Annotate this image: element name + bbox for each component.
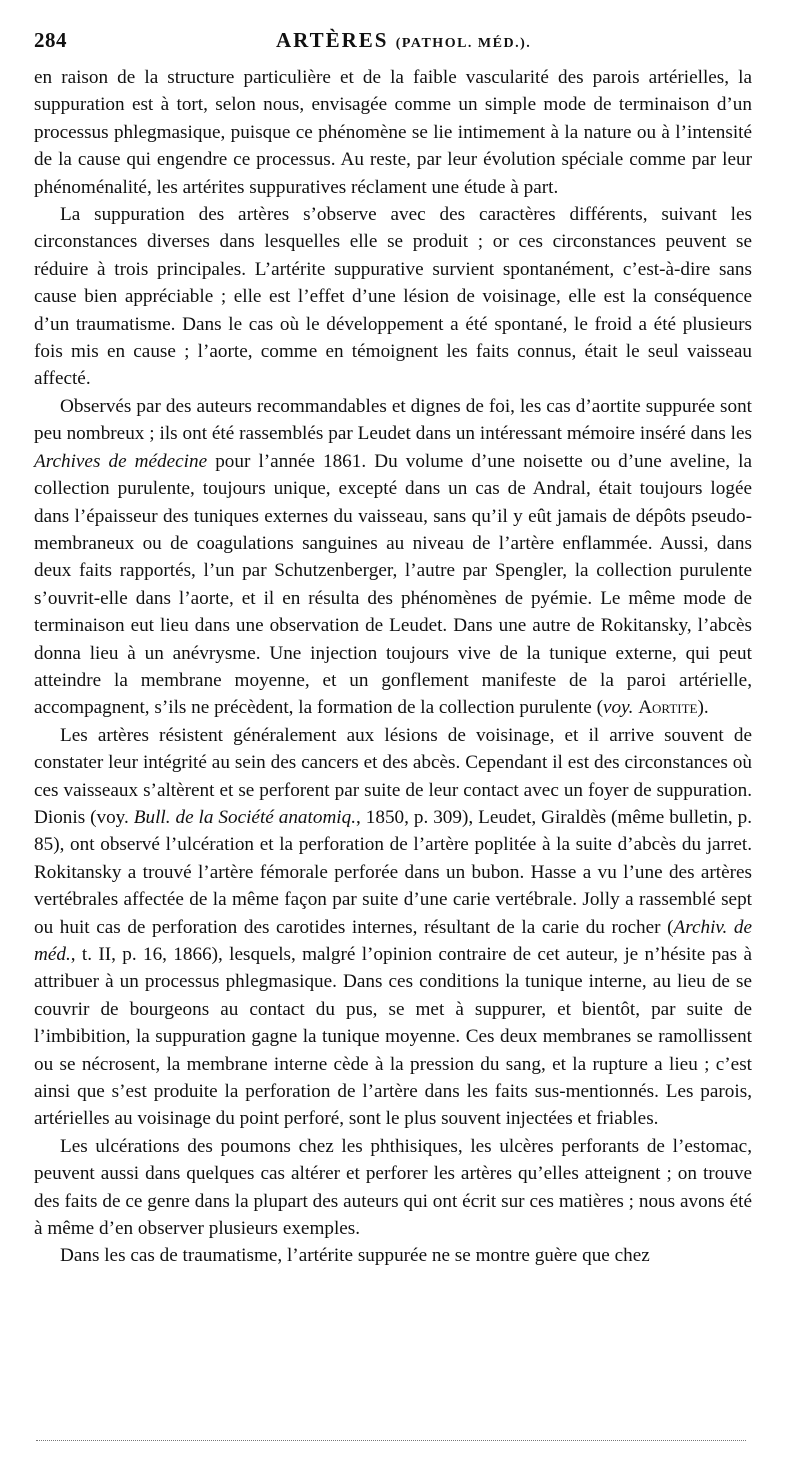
journal-title-archiv: Archiv. de méd. <box>34 916 752 965</box>
paragraph-5: Les ulcérations des poumons chez les phthisiques, les ulcères perforants de l’estomac, peuvent aussi dans quelques cas altérer et perforer les artères qu’elles atteignent ; on trouve des faits de ce genre dans la plupart des auteurs qui ont écrit sur ces matières ; nous avons été à même d’en observer plusieurs exemples. <box>34 1135 752 1240</box>
paragraph-3-end: ). <box>697 697 709 719</box>
cross-reference-voy: voy. <box>603 697 634 719</box>
paragraph-4 <box>34 722 752 1133</box>
journal-title-archives: Archives de médecine <box>34 450 208 472</box>
journal-title-bulletin: Bull. de la Société anatomiq. <box>133 806 357 828</box>
paragraph-3-text-a: Observés par des auteurs recommandables et dignes de foi, les cas d’aortite suppurée sont peu nombreux ; ils ont été rassemblés par Leudet dans un intéressant mémoire inséré dans les <box>34 395 752 445</box>
page-number: 284 <box>34 28 67 52</box>
paragraph-3 <box>34 393 752 722</box>
body-text <box>34 64 752 1270</box>
running-subtitle: (PATHOL. MÉD.). <box>395 36 532 51</box>
paragraph-4-text-e: , t. II, p. 16, 1866), lesquels, malgré l’opinion contraire de cet auteur, je n’hésite pas à attribuer à un processus phlegmasique. Dans ces conditions la tunique interne, au lieu de se couvrir de bourgeons au contact du pus, se met à suppurer, et bientôt, par suite de l’imbibition, la suppuration gagne la tunique moyenne. Ces deux membranes se ramollissent ou se nécrosent, la membrane interne cède à la pression du sang, et la rupture a lieu ; c’est ainsi que s’est produite la perforation de l’artère dans les faits sus-mentionnés. Les parois, artérielles au voisinage du point perforé, sont le plus souvent injectées et friables. <box>34 944 752 1130</box>
running-title: ARTÈRES <box>276 28 389 52</box>
paragraph-4-text-c: , 1850, p. 309), Leudet, Giraldès (même bulletin, p. 85), ont observé l’ulcération et la perforation de l’artère poplitée à la suite d’abcès du jarret. Rokitansky a trouvé l’artère fémorale perforée dans un bubon. Hasse a vu l’une des artères vertébrales affectée de la même façon par suite d’une carie vertébrale. Jolly a rassemblé sept ou huit cas de perforation des carotides internes, résultant de la carie du rocher ( <box>34 806 752 938</box>
paragraph-4-text-a: Les artères résistent généralement aux lésions de voisinage, et il arrive souvent de constater leur intégrité au sein des cancers et des abcès. Cependant il est des circonstances où ces vaisseaux s’altèrent et se perforent par suite de leur contact avec un foyer de suppuration. Dionis (voy. <box>34 724 752 828</box>
paragraph-6: Dans les cas de traumatisme, l’artérite suppurée ne se montre guère que chez <box>60 1245 650 1267</box>
footer-dotted-rule <box>36 1440 746 1441</box>
paragraph-2: La suppuration des artères s’observe avec des caractères différents, suivant les circonstances diverses dans lesquelles elle se produit ; or ces circonstances peuvent se réduire à trois principales. L’artérite suppurative survient spontanément, c’est-à-dire sans cause bien appréciable ; elle est l’effet d’une lésion de voisinage, elle est la conséquence d’un traumatisme. Dans le cas où le développement a été spontané, le froid a été plusieurs fois mis en cause ; l’aorte, comme en témoignent les faits connus, était le seul vaisseau affecté. <box>34 204 752 390</box>
cross-reference-aortite: Aortite <box>638 697 698 719</box>
page-header <box>34 28 754 58</box>
paragraph-3-text-c: pour l’année 1861. Du volume d’une noisette ou d’une aveline, la collection purulente, toujours unique, excepté dans un cas de Andral, était toujours logée dans l’épaisseur des tuniques externes du vaisseau, sans qu’il y eût jamais de dépôts pseudo-membraneux ou de coagulations sanguines au niveau de l’artère enflammée. Aussi, dans deux faits rapportés, l’un par Schutzenberger, l’autre par Spengler, la collection purulente s’ouvrit-elle dans l’aorte, et il en résulta des phénomènes de pyémie. Le même mode de terminaison eut lieu dans une observation de Leudet. Dans une autre de Rokitansky, l’abcès donna lieu à un anévrysme. Une injection toujours vive de la tunique externe, qui peut atteindre la membrane moyenne, et un gonflement manifeste de la paroi artérielle, accompagnent, s’ils ne précèdent, la formation de la collection purulente ( <box>34 450 753 719</box>
paragraph-1: en raison de la structure particulière et de la faible vascularité des parois artérielles, la suppuration est à tort, selon nous, envisagée comme un simple mode de terminaison d’un processus phlegmasique, puisque ce phénomène se lie intimement à la nature ou à l’intensité de la cause qui engendre ce processus. Au reste, par leur évolution spéciale comme par leur phénoménalité, les artérites suppuratives réclament une étude à part. <box>34 67 752 198</box>
running-head <box>276 28 531 53</box>
